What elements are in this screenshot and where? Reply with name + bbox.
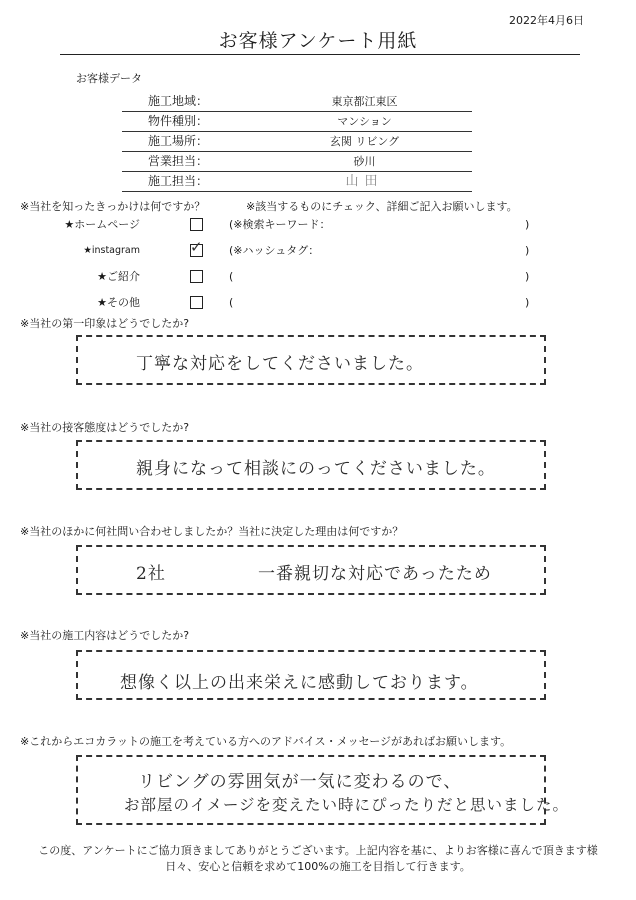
q2-answer: 丁寧な対応をしてくださいました。 xyxy=(136,354,424,374)
page-title: お客様アンケート用紙 xyxy=(218,30,418,52)
q1-question: ※当社を知ったきっかけは何ですか？ xyxy=(20,200,206,213)
source-note: ( xyxy=(229,295,234,309)
q3-question: ※当社の接客態度はどうでしたか? xyxy=(20,421,190,434)
checkbox-homepage[interactable] xyxy=(190,218,203,231)
source-close-paren: ) xyxy=(525,243,530,257)
q2-question: ※当社の第一印象はどうでしたか? xyxy=(20,317,190,330)
checkbox-instagram[interactable] xyxy=(190,237,203,257)
q6-answer-box xyxy=(76,755,570,825)
source-option-homepage xyxy=(30,211,529,237)
survey-date: 2022年4月6日 xyxy=(509,14,584,27)
source-option-referral xyxy=(30,263,529,289)
q5-question: ※当社の施工内容はどうでしたか? xyxy=(20,629,190,642)
q6-answer-line2: お部屋のイメージを変えたい時にぴったりだと思いました。 xyxy=(124,796,570,814)
customer-data-label: お客様データ xyxy=(76,72,142,85)
q5-answer: 想像く以上の出来栄えに感動しております。 xyxy=(120,673,479,693)
info-value: 玄関 リビング xyxy=(329,135,400,148)
info-value: 東京都江東区 xyxy=(331,95,398,108)
info-key: 施工場所： xyxy=(148,134,209,148)
source-note: (※ハッシュタグ： xyxy=(229,244,320,257)
footer-line-2: 日々、安心と信頼を求めて100%の施工を目指して行きます。 xyxy=(165,860,471,873)
check-mark-icon: ✓ xyxy=(190,237,203,256)
info-value: マンション xyxy=(337,115,392,128)
checkbox-other[interactable] xyxy=(190,296,203,309)
info-key: 施工担当： xyxy=(148,174,209,188)
info-row-area xyxy=(122,92,472,112)
q3-answer: 親身になって相談にのってくださいました。 xyxy=(136,459,496,479)
info-row-sales-rep xyxy=(122,152,472,172)
source-note: ( xyxy=(229,269,234,283)
source-close-paren: ) xyxy=(525,295,530,309)
source-note: (※検索キーワード： xyxy=(229,218,331,231)
footer-message xyxy=(0,843,636,875)
footer-line-1: この度、アンケートにご協力頂きましてありがとうございます。上記内容を基に、よりお客様に喜んで頂きます様 xyxy=(38,844,598,857)
source-label: ★ホームページ xyxy=(64,218,140,231)
info-key: 物件種別： xyxy=(148,114,209,128)
source-label: ★instagram xyxy=(83,244,140,256)
info-row-property-type xyxy=(122,112,472,132)
q2-answer-box xyxy=(76,335,546,385)
source-label: ★ご紹介 xyxy=(97,270,140,283)
info-value-handwritten: 山田 xyxy=(345,174,384,189)
customer-data-table xyxy=(122,92,472,192)
source-close-paren: ) xyxy=(525,269,530,283)
checkbox-referral[interactable] xyxy=(190,270,203,283)
q6-answer-line1: リビングの雰囲気が一気に変わるので、 xyxy=(138,772,462,792)
info-row-installer xyxy=(122,172,472,192)
source-label: ★その他 xyxy=(97,296,140,309)
q4-answer-count: 2社 xyxy=(136,564,166,584)
info-key: 営業担当： xyxy=(148,154,209,168)
source-option-instagram xyxy=(30,237,529,263)
q1-hint: ※該当するものにチェック、詳細ご記入お願いします。 xyxy=(246,200,518,213)
q4-question: ※当社のほかに何社問い合わせしましたか？当社に決定した理由は何ですか？ xyxy=(20,525,404,538)
q4-answer-box xyxy=(76,545,546,595)
info-value: 砂川 xyxy=(353,155,376,168)
source-close-paren: ) xyxy=(525,217,530,231)
title-underline xyxy=(60,54,580,55)
q3-answer-box xyxy=(76,440,546,490)
q5-answer-box xyxy=(76,650,546,700)
q6-question: ※これからエコカラットの施工を考えている方へのアドバイス・メッセージがあればお願いします。 xyxy=(20,735,512,748)
info-row-location xyxy=(122,132,472,152)
q4-answer-reason: 一番親切な対応であったため xyxy=(258,564,492,584)
source-option-other xyxy=(30,289,529,315)
info-key: 施工地域： xyxy=(148,94,209,108)
source-options xyxy=(30,211,529,315)
